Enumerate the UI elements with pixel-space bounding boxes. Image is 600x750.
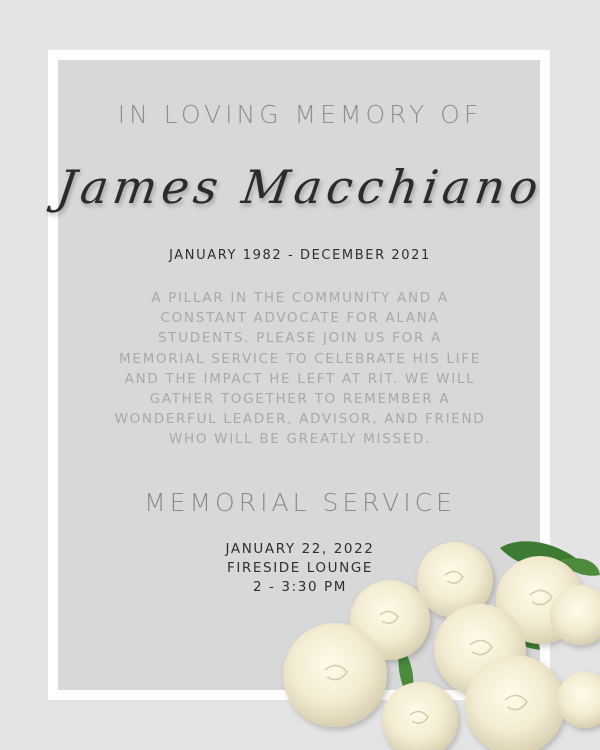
white-roses-bouquet	[260, 530, 600, 750]
tribute-line: MEMORIAL SERVICE TO CELEBRATE HIS LIFE	[119, 350, 481, 367]
memory-heading: IN LOVING MEMORY OF	[117, 100, 483, 129]
tribute-paragraph	[92, 288, 508, 450]
tribute-line: AND THE IMPACT HE LEFT AT RIT. WE WILL	[124, 370, 476, 387]
service-time: 2 - 3:30 PM	[252, 579, 348, 595]
tribute-line: WONDERFUL LEADER, ADVISOR, AND FRIEND	[114, 411, 486, 428]
service-date: JANUARY 22, 2022	[225, 541, 375, 557]
tribute-line: STUDENTS. PLEASE JOIN US FOR A	[158, 330, 442, 347]
tribute-line: CONSTANT ADVOCATE FOR ALANA	[160, 310, 440, 327]
service-heading: MEMORIAL SERVICE	[144, 488, 456, 517]
tribute-line: A PILLAR IN THE COMMUNITY AND A	[151, 290, 449, 306]
service-location: FIRESIDE LOUNGE	[226, 560, 374, 576]
tribute-line: GATHER TOGETHER TO REMEMBER A	[149, 391, 451, 408]
honoree-name: James Macchiano	[53, 160, 547, 214]
tribute-line: WHO WILL BE GREATLY MISSED.	[168, 431, 432, 448]
life-dates: JANUARY 1982 - DECEMBER 2021	[169, 248, 431, 263]
